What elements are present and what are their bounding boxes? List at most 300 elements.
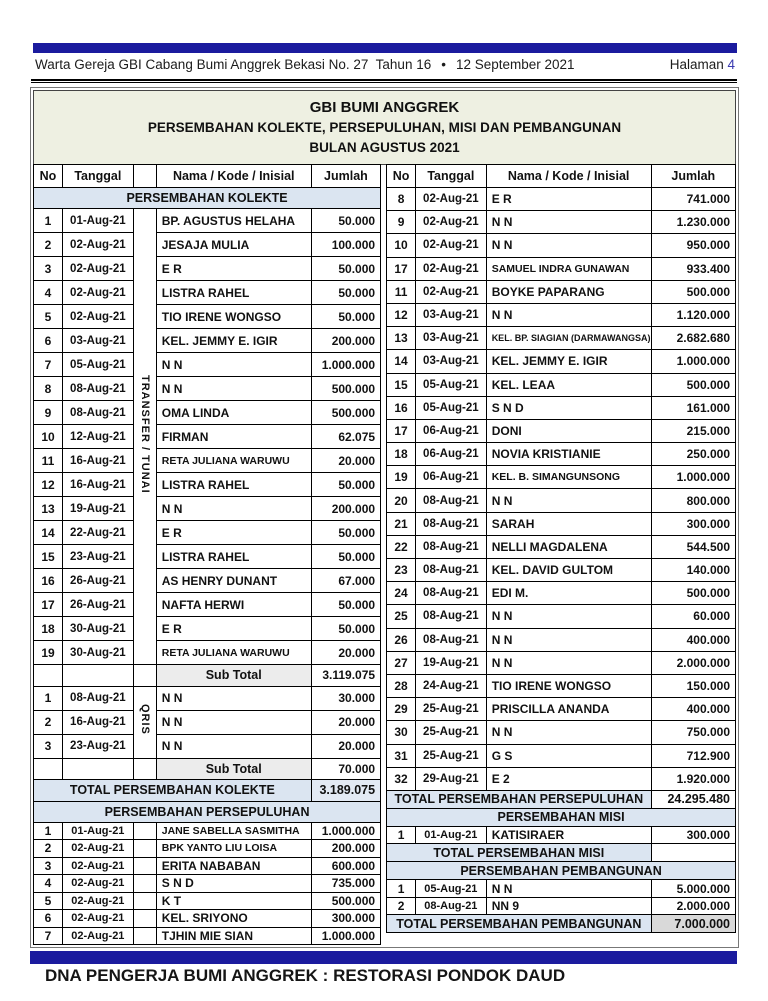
amount-cell: 500.000	[311, 377, 380, 401]
name-cell: FIRMAN	[156, 425, 311, 449]
section-header-label: PERSEMBAHAN PEMBANGUNAN	[387, 862, 736, 880]
total-amount: 24.295.480	[651, 790, 735, 808]
section-header-row	[387, 862, 736, 880]
amount-cell: 500.000	[311, 892, 380, 910]
row-number-cell: 27	[387, 651, 416, 674]
name-cell: TJHIN MIE SIAN	[156, 927, 311, 945]
amount-cell: 30.000	[311, 686, 380, 710]
row-number-cell: 26	[387, 628, 416, 651]
name-cell: EDI M.	[486, 582, 651, 605]
name-cell: N N	[156, 377, 311, 401]
amount-cell: 5.000.000	[651, 880, 735, 898]
name-cell: TIO IRENE WONGSO	[156, 305, 311, 329]
amount-cell: 800.000	[651, 489, 735, 512]
name-cell: DONI	[486, 419, 651, 442]
table-row	[387, 257, 736, 280]
date-cell: 03-Aug-21	[416, 350, 487, 373]
name-cell: BOYKE PAPARANG	[486, 280, 651, 303]
table-row	[387, 744, 736, 767]
total-row	[387, 844, 736, 862]
row-number-cell: 24	[387, 582, 416, 605]
amount-cell: 2.000.000	[651, 651, 735, 674]
masthead	[35, 57, 735, 72]
column-header-row	[387, 165, 736, 188]
amount-cell: 50.000	[311, 209, 380, 233]
date-cell: 02-Aug-21	[62, 857, 133, 875]
table-row	[387, 880, 736, 898]
date-cell: 01-Aug-21	[416, 826, 487, 844]
amount-cell: 50.000	[311, 281, 380, 305]
tables-row	[33, 164, 736, 945]
row-number-cell: 18	[387, 443, 416, 466]
dna-footer-text: DNA PENGERJA BUMI ANGGREK : RESTORASI PONDOK DAUD	[45, 966, 566, 985]
col-header-jumlah: Jumlah	[651, 165, 735, 188]
amount-cell: 1.000.000	[311, 822, 380, 840]
date-cell: 05-Aug-21	[416, 373, 487, 396]
amount-cell: 950.000	[651, 234, 735, 257]
date-cell: 08-Aug-21	[416, 897, 487, 915]
date-cell: 08-Aug-21	[416, 628, 487, 651]
row-number-cell: 16	[387, 396, 416, 419]
row-number-cell: 12	[34, 473, 63, 497]
row-number-cell: 13	[34, 497, 63, 521]
empty-cell	[62, 665, 133, 687]
col-header-jumlah: Jumlah	[311, 165, 380, 188]
date-cell: 22-Aug-21	[62, 521, 133, 545]
amount-cell: 500.000	[651, 280, 735, 303]
date-cell: 26-Aug-21	[62, 593, 133, 617]
row-number-cell: 29	[387, 698, 416, 721]
amount-cell: 50.000	[311, 521, 380, 545]
col-header-nama: Nama / Kode / Inisial	[486, 165, 651, 188]
amount-cell: 67.000	[311, 569, 380, 593]
total-label: TOTAL PERSEMBAHAN PEMBANGUNAN	[387, 915, 651, 933]
row-number-cell: 12	[387, 303, 416, 326]
row-number-cell: 14	[34, 521, 63, 545]
name-cell: N N	[156, 710, 311, 734]
name-cell: E 2	[486, 767, 651, 790]
date-cell: 06-Aug-21	[416, 419, 487, 442]
amount-cell: 300.000	[651, 826, 735, 844]
row-number-cell: 32	[387, 767, 416, 790]
name-cell: KEL. DAVID GULTOM	[486, 559, 651, 582]
date-cell: 16-Aug-21	[62, 710, 133, 734]
section-header-label: PERSEMBAHAN PERSEPULUHAN	[34, 801, 381, 822]
date-cell: 08-Aug-21	[62, 686, 133, 710]
date-cell: 25-Aug-21	[416, 721, 487, 744]
date-cell: 02-Aug-21	[62, 840, 133, 858]
date-cell: 19-Aug-21	[416, 651, 487, 674]
col-header-no: No	[34, 165, 63, 188]
row-number-cell: 13	[387, 327, 416, 350]
table-row	[34, 305, 381, 329]
amount-cell: 215.000	[651, 419, 735, 442]
amount-cell: 750.000	[651, 721, 735, 744]
name-cell: S N D	[156, 875, 311, 893]
name-cell: N N	[486, 721, 651, 744]
table-row	[34, 734, 381, 758]
row-number-cell: 3	[34, 857, 63, 875]
date-cell: 30-Aug-21	[62, 641, 133, 665]
empty-group-cell	[133, 875, 156, 893]
row-number-cell: 31	[387, 744, 416, 767]
table-row	[387, 512, 736, 535]
table-row	[34, 353, 381, 377]
total-row	[34, 780, 381, 802]
amount-cell: 735.000	[311, 875, 380, 893]
rotated-group-text: QRIS	[139, 704, 152, 735]
bottom-navy-bar	[30, 951, 737, 964]
subtotal-amount: 70.000	[311, 758, 380, 780]
name-cell: RETA JULIANA WARUWU	[156, 641, 311, 665]
amount-cell: 2.000.000	[651, 897, 735, 915]
empty-group-cell	[133, 665, 156, 687]
empty-group-cell	[133, 822, 156, 840]
table-row	[387, 721, 736, 744]
table-row	[34, 425, 381, 449]
row-number-cell: 14	[387, 350, 416, 373]
amount-cell: 400.000	[651, 628, 735, 651]
row-number-cell: 4	[34, 281, 63, 305]
empty-cell	[34, 665, 63, 687]
church-name: GBI BUMI ANGGREK	[309, 99, 460, 116]
name-cell: KEL. JEMMY E. IGIR	[156, 329, 311, 353]
date-cell: 03-Aug-21	[416, 327, 487, 350]
name-cell: N N	[486, 489, 651, 512]
table-row	[34, 329, 381, 353]
name-cell: BP. AGUSTUS HELAHA	[156, 209, 311, 233]
row-number-cell: 2	[387, 897, 416, 915]
amount-cell: 62.075	[311, 425, 380, 449]
masthead-left	[35, 57, 575, 72]
amount-cell: 50.000	[311, 545, 380, 569]
row-number-cell: 30	[387, 721, 416, 744]
date-cell: 05-Aug-21	[62, 353, 133, 377]
name-cell: BPK YANTO LIU LOISA	[156, 840, 311, 858]
table-row	[387, 582, 736, 605]
total-amount	[651, 844, 735, 862]
date-cell: 02-Aug-21	[416, 280, 487, 303]
date-cell: 08-Aug-21	[416, 512, 487, 535]
page-indicator	[670, 57, 735, 72]
row-number-cell: 25	[387, 605, 416, 628]
total-label: TOTAL PERSEMBAHAN MISI	[387, 844, 651, 862]
date-cell: 08-Aug-21	[416, 605, 487, 628]
subtotal-amount: 3.119.075	[311, 665, 380, 687]
row-number-cell: 8	[387, 188, 416, 211]
row-number-cell: 2	[34, 710, 63, 734]
row-number-cell: 1	[34, 209, 63, 233]
empty-group-cell	[133, 910, 156, 928]
table-row	[387, 651, 736, 674]
row-number-cell: 7	[34, 927, 63, 945]
name-cell: E R	[156, 617, 311, 641]
row-number-cell: 6	[34, 329, 63, 353]
row-number-cell: 10	[387, 234, 416, 257]
amount-cell: 300.000	[651, 512, 735, 535]
total-amount: 7.000.000	[651, 915, 735, 933]
row-number-cell: 17	[387, 257, 416, 280]
table-row	[34, 209, 381, 233]
row-number-cell: 1	[387, 880, 416, 898]
name-cell: NELLI MAGDALENA	[486, 535, 651, 558]
amount-cell: 20.000	[311, 710, 380, 734]
table-row	[387, 767, 736, 790]
row-number-cell: 5	[34, 305, 63, 329]
subtotal-label: Sub Total	[156, 665, 311, 687]
name-cell: KEL. SRIYONO	[156, 910, 311, 928]
row-number-cell: 19	[387, 466, 416, 489]
page-number: 4	[727, 57, 735, 72]
total-row	[387, 790, 736, 808]
table-row	[387, 280, 736, 303]
date-cell: 02-Aug-21	[62, 875, 133, 893]
name-cell: N N	[156, 353, 311, 377]
row-number-cell: 2	[34, 233, 63, 257]
row-number-cell: 21	[387, 512, 416, 535]
name-cell: KATISIRAER	[486, 826, 651, 844]
date-cell: 23-Aug-21	[62, 545, 133, 569]
name-cell: KEL. JEMMY E. IGIR	[486, 350, 651, 373]
report-title: PERSEMBAHAN KOLEKTE, PERSEPULUHAN, MISI DAN PEMBANGUNAN	[147, 120, 622, 135]
date-cell: 01-Aug-21	[62, 822, 133, 840]
amount-cell: 712.900	[651, 744, 735, 767]
amount-cell: 1.000.000	[311, 927, 380, 945]
table-row	[387, 489, 736, 512]
row-number-cell: 20	[387, 489, 416, 512]
date-cell: 12-Aug-21	[62, 425, 133, 449]
table-row	[34, 233, 381, 257]
table-row	[34, 593, 381, 617]
date-cell: 08-Aug-21	[62, 401, 133, 425]
row-number-cell: 22	[387, 535, 416, 558]
row-number-cell: 8	[34, 377, 63, 401]
top-navy-bar	[33, 43, 737, 53]
table-row	[34, 569, 381, 593]
name-cell: SAMUEL INDRA GUNAWAN	[486, 257, 651, 280]
amount-cell: 200.000	[311, 329, 380, 353]
name-cell: NOVIA KRISTIANIE	[486, 443, 651, 466]
row-number-cell: 10	[34, 425, 63, 449]
column-header-row	[34, 165, 381, 188]
empty-cell	[34, 758, 63, 780]
row-number-cell: 15	[387, 373, 416, 396]
name-cell: LISTRA RAHEL	[156, 281, 311, 305]
payment-channel-label	[133, 209, 156, 665]
col-header-tanggal: Tanggal	[62, 165, 133, 188]
table-row	[34, 927, 381, 945]
masthead-date: 12 September 2021	[455, 57, 575, 72]
date-cell: 05-Aug-21	[416, 880, 487, 898]
row-number-cell: 19	[34, 641, 63, 665]
name-cell: LISTRA RAHEL	[156, 473, 311, 497]
name-cell: N N	[486, 211, 651, 234]
table-row	[34, 710, 381, 734]
name-cell: N N	[486, 651, 651, 674]
table-row	[34, 377, 381, 401]
table-row	[387, 234, 736, 257]
masthead-title: Warta Gereja GBI Cabang Bumi Anggrek Bekasi No. 27 Tahun 16	[35, 57, 432, 72]
amount-cell: 150.000	[651, 674, 735, 697]
date-cell: 02-Aug-21	[62, 892, 133, 910]
amount-cell: 300.000	[311, 910, 380, 928]
amount-cell: 1.000.000	[651, 350, 735, 373]
amount-cell: 140.000	[651, 559, 735, 582]
row-number-cell: 1	[34, 686, 63, 710]
table-row	[34, 401, 381, 425]
name-cell: NN 9	[486, 897, 651, 915]
table-row	[387, 303, 736, 326]
name-cell: N N	[486, 234, 651, 257]
payment-channel-label	[133, 686, 156, 758]
table-row	[387, 396, 736, 419]
date-cell: 23-Aug-21	[62, 734, 133, 758]
total-label: TOTAL PERSEMBAHAN KOLEKTE	[34, 780, 312, 802]
name-cell: JESAJA MULIA	[156, 233, 311, 257]
amount-cell: 2.682.680	[651, 327, 735, 350]
col-header-nama: Nama / Kode / Inisial	[156, 165, 311, 188]
amount-cell: 933.400	[651, 257, 735, 280]
name-cell: N N	[156, 497, 311, 521]
table-row	[387, 674, 736, 697]
date-cell: 19-Aug-21	[62, 497, 133, 521]
table-row	[34, 545, 381, 569]
date-cell: 02-Aug-21	[62, 257, 133, 281]
name-cell: KEL. B. SIMANGUNSONG	[486, 466, 651, 489]
date-cell: 02-Aug-21	[62, 281, 133, 305]
name-cell: LISTRA RAHEL	[156, 545, 311, 569]
col-header-group	[133, 165, 156, 188]
amount-cell: 500.000	[651, 373, 735, 396]
name-cell: NAFTA HERWI	[156, 593, 311, 617]
empty-group-cell	[133, 927, 156, 945]
bullet-separator: •	[441, 57, 446, 72]
amount-cell: 1.120.000	[651, 303, 735, 326]
section-header-label: PERSEMBAHAN MISI	[387, 808, 736, 826]
name-cell: ERITA NABABAN	[156, 857, 311, 875]
table-row	[387, 327, 736, 350]
col-header-tanggal: Tanggal	[416, 165, 487, 188]
amount-cell: 250.000	[651, 443, 735, 466]
date-cell: 03-Aug-21	[62, 329, 133, 353]
name-cell: E R	[156, 521, 311, 545]
row-number-cell: 11	[34, 449, 63, 473]
table-row	[387, 373, 736, 396]
date-cell: 08-Aug-21	[416, 489, 487, 512]
table-row	[387, 466, 736, 489]
date-cell: 02-Aug-21	[416, 211, 487, 234]
date-cell: 08-Aug-21	[416, 582, 487, 605]
table-row	[34, 892, 381, 910]
table-row	[387, 698, 736, 721]
table-row	[387, 628, 736, 651]
amount-cell: 200.000	[311, 840, 380, 858]
amount-cell: 500.000	[651, 582, 735, 605]
subtotal-row	[34, 758, 381, 780]
col-header-no: No	[387, 165, 416, 188]
date-cell: 01-Aug-21	[62, 209, 133, 233]
rotated-group-text: TRANSFER / TUNAI	[139, 374, 152, 494]
report-title-block	[33, 90, 736, 165]
date-cell: 02-Aug-21	[62, 927, 133, 945]
name-cell: AS HENRY DUNANT	[156, 569, 311, 593]
table-row	[34, 497, 381, 521]
table-row	[387, 897, 736, 915]
table-row	[387, 605, 736, 628]
empty-group-cell	[133, 892, 156, 910]
name-cell: E R	[156, 257, 311, 281]
date-cell: 25-Aug-21	[416, 698, 487, 721]
date-cell: 08-Aug-21	[62, 377, 133, 401]
name-cell: N N	[486, 880, 651, 898]
name-cell: S N D	[486, 396, 651, 419]
page-label: Halaman	[669, 57, 728, 72]
table-row	[34, 910, 381, 928]
table-row	[34, 617, 381, 641]
amount-cell: 20.000	[311, 449, 380, 473]
table-row	[34, 686, 381, 710]
date-cell: 02-Aug-21	[416, 234, 487, 257]
table-row	[34, 281, 381, 305]
amount-cell: 200.000	[311, 497, 380, 521]
amount-cell: 544.500	[651, 535, 735, 558]
date-cell: 05-Aug-21	[416, 396, 487, 419]
row-number-cell: 2	[34, 840, 63, 858]
table-row	[34, 857, 381, 875]
amount-cell: 1.920.000	[651, 767, 735, 790]
table-row	[34, 449, 381, 473]
name-cell: TIO IRENE WONGSO	[486, 674, 651, 697]
date-cell: 02-Aug-21	[62, 305, 133, 329]
row-number-cell: 1	[387, 826, 416, 844]
row-number-cell: 4	[34, 875, 63, 893]
section-header-row	[34, 188, 381, 209]
name-cell: KEL. BP. SIAGIAN (DARMAWANGSA)	[486, 327, 651, 350]
amount-cell: 50.000	[311, 617, 380, 641]
date-cell: 16-Aug-21	[62, 473, 133, 497]
name-cell: KEL. LEAA	[486, 373, 651, 396]
table-row	[34, 473, 381, 497]
report-month: BULAN AGUSTUS 2021	[309, 140, 460, 155]
row-number-cell: 9	[387, 211, 416, 234]
section-header-label: PERSEMBAHAN KOLEKTE	[34, 188, 381, 209]
name-cell: N N	[486, 605, 651, 628]
subtotal-row	[34, 665, 381, 687]
row-number-cell: 1	[34, 822, 63, 840]
row-number-cell: 17	[387, 419, 416, 442]
name-cell: N N	[486, 628, 651, 651]
table-row	[387, 535, 736, 558]
date-cell: 30-Aug-21	[62, 617, 133, 641]
name-cell: N N	[156, 686, 311, 710]
amount-cell: 1.230.000	[651, 211, 735, 234]
amount-cell: 400.000	[651, 698, 735, 721]
date-cell: 16-Aug-21	[62, 449, 133, 473]
amount-cell: 600.000	[311, 857, 380, 875]
name-cell: N N	[486, 303, 651, 326]
row-number-cell: 16	[34, 569, 63, 593]
row-number-cell: 9	[34, 401, 63, 425]
date-cell: 06-Aug-21	[416, 466, 487, 489]
amount-cell: 50.000	[311, 305, 380, 329]
table-row	[34, 875, 381, 893]
empty-group-cell	[133, 857, 156, 875]
date-cell: 25-Aug-21	[416, 744, 487, 767]
report-frame	[30, 87, 739, 948]
amount-cell: 20.000	[311, 641, 380, 665]
name-cell: E R	[486, 188, 651, 211]
table-row	[387, 443, 736, 466]
